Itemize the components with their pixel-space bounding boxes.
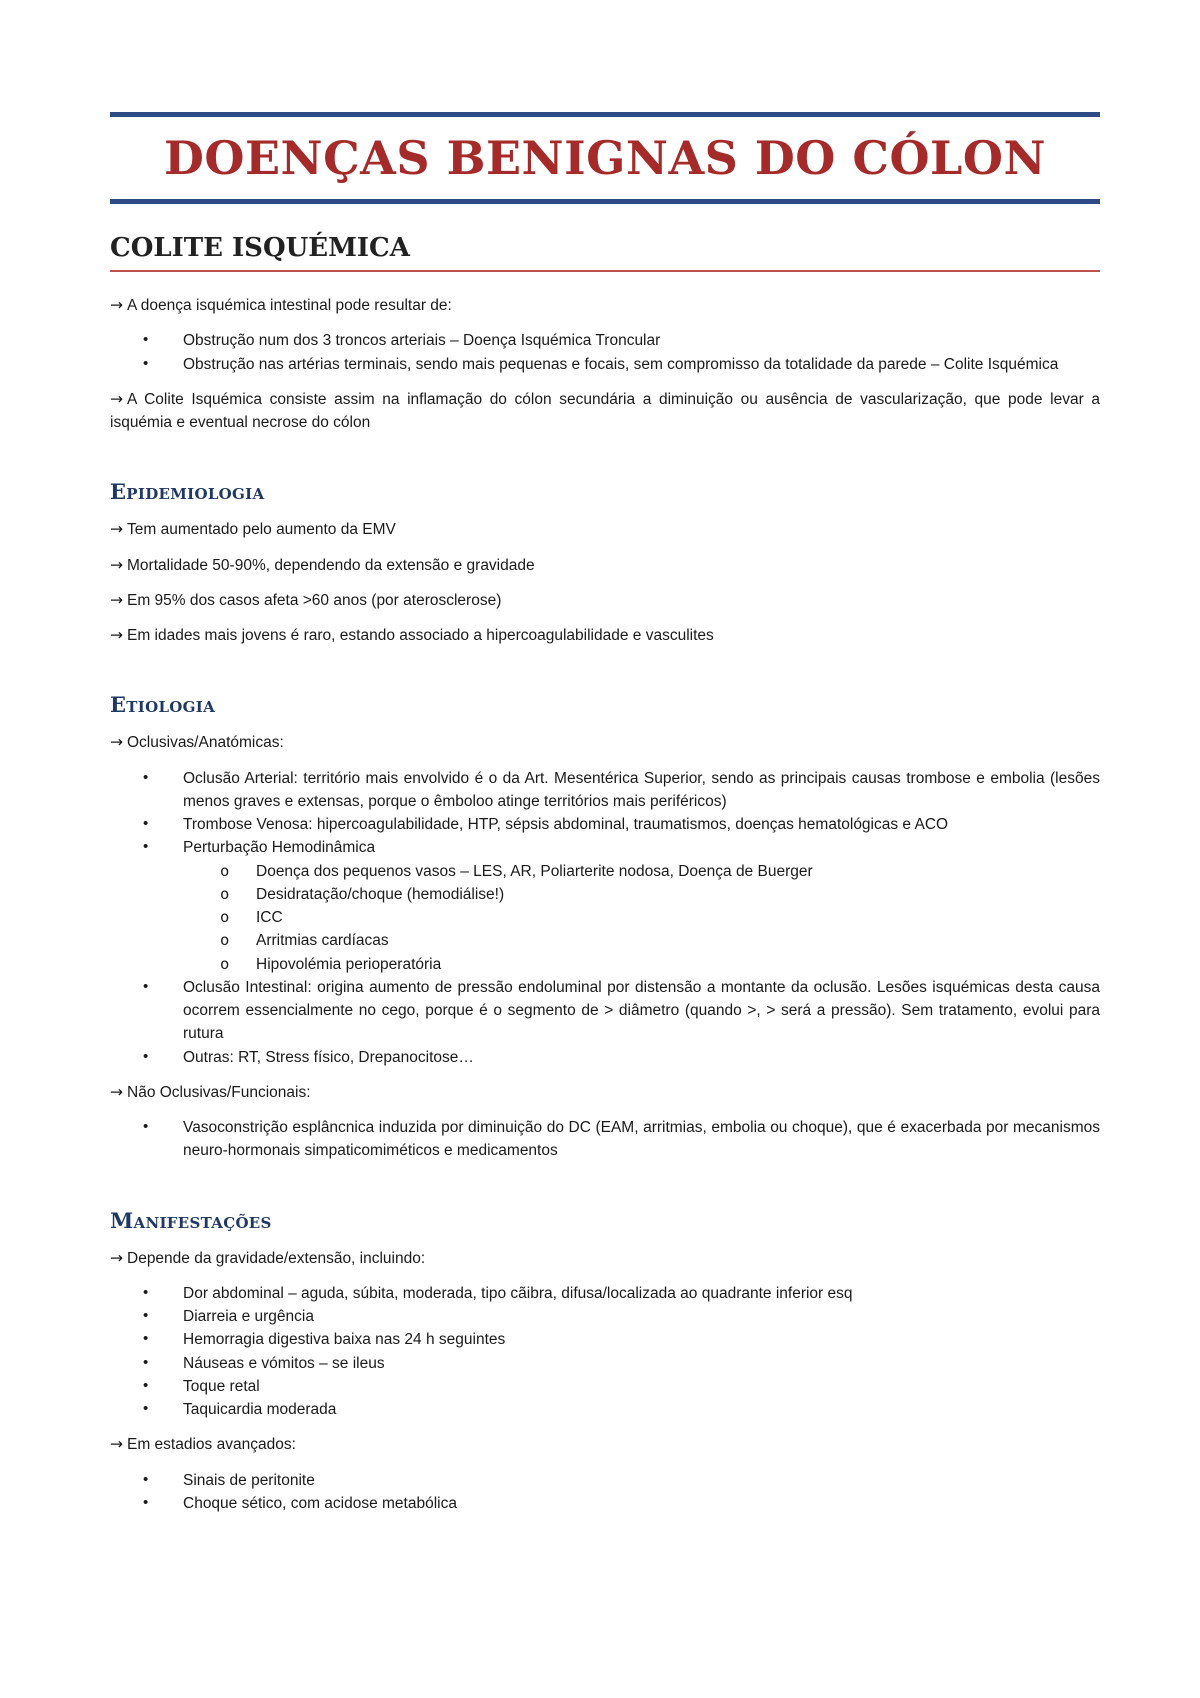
manifestacoes-intro: → Depende da gravidade/extensão, incluindo: [110,1248,426,1267]
list-item: • Choque sético, com acidose metabólica [183,1492,1100,1515]
nao-oclusivas-label: → Não Oclusivas/Funcionais: [110,1082,311,1101]
list-item: o ICC [256,906,1100,929]
list-item: → Tem aumentado pelo aumento da EMV [110,520,396,539]
list-item: • Oclusão Arterial: território mais envolvido é o da Art. Mesentérica Superior, sendo as principais causas trombose e embolia (lesões menos graves e extensas, porque o êmboloo atinge territórios mais periféricos) [183,767,1100,814]
advanced-label: → Em estadios avançados: [110,1435,296,1454]
list-item: o Arritmias cardíacas [256,929,1100,952]
subheading-etiologia: Etiologia [110,692,216,718]
list-item: • Oclusão Intestinal: origina aumento de pressão endoluminal por distensão a montante da oclusão. Lesões isquémicas desta causa ocorrem essencialmente no cego, porque é o segmento de > diâmetro (quando >, > será a pressão). Sem tratamento, evolui para rutura [183,976,1100,1046]
perturbacao-sub-list [183,860,1100,976]
list-item: • Taquicardia moderada [183,1398,1100,1421]
title-bottom-rule [110,199,1100,204]
oclusivas-label: → Oclusivas/Anatómicas: [110,733,284,752]
arrow-right-icon: → [110,520,123,539]
colite-bullet-list [110,329,1100,376]
list-item: o Desidratação/choque (hemodiálise!) [256,883,1100,906]
list-item: • Dor abdominal – aguda, súbita, moderada, tipo cãibra, difusa/localizada ao quadrante inferior esq [183,1282,1100,1305]
oclusivas-list [110,767,1100,1069]
list-item: • Obstrução num dos 3 troncos arteriais – Doença Isquémica Troncular [183,329,1100,352]
arrow-right-icon: → [110,733,123,752]
section-heading-colite: COLITE ISQUÉMICA [110,233,410,263]
section-heading-rule [110,270,1100,272]
list-item: • Outras: RT, Stress físico, Drepanocitose… [183,1046,1100,1069]
list-item: • Obstrução nas artérias terminais, sendo mais pequenas e focais, sem compromisso da totalidade da parede – Colite Isquémica [183,353,1100,376]
list-item: o Doença dos pequenos vasos – LES, AR, Poliarterite nodosa, Doença de Buerger [256,860,1100,883]
list-item: • Náuseas e vómitos – se ileus [183,1352,1100,1375]
list-item: • Trombose Venosa: hipercoagulabilidade, HTP, sépsis abdominal, traumatismos, doenças hematológicas e ACO [183,813,1100,836]
list-item: • Perturbação Hemodinâmica o Doença dos pequenos vasos – LES, AR, Poliarterite nodosa, Doença de Buerger o Desidratação/choque (hemodiálise!) o ICC o Arritmias cardíacas o Hipovolémia perioperatória [183,836,1100,976]
document-title: DOENÇAS BENIGNAS DO CÓLON [164,131,1046,185]
arrow-right-icon: → [110,389,123,408]
arrow-right-icon: → [110,1248,123,1267]
arrow-right-icon: → [110,1082,123,1101]
list-item: • Hemorragia digestiva baixa nas 24 h seguintes [183,1328,1100,1351]
list-item: → Em idades mais jovens é raro, estando associado a hipercoagulabilidade e vasculites [110,626,714,644]
subheading-epidemiologia: Epidemiologia [110,479,265,505]
nao-oclusivas-list [110,1116,1100,1163]
advanced-list [110,1469,1100,1516]
list-item: • Vasoconstrição esplâncnica induzida por diminuição do DC (EAM, arritmias, embolia ou choque), que é exacerbada por mecanismos neuro-hormonais simpaticomiméticos e medicamentos [183,1116,1100,1163]
list-item: • Sinais de peritonite [183,1469,1100,1492]
list-item: → Em 95% dos casos afeta >60 anos (por aterosclerose) [110,590,502,609]
arrow-right-icon: → [110,1435,123,1454]
list-item: • Diarreia e urgência [183,1305,1100,1328]
subheading-manifestacoes: Manifestações [110,1207,272,1233]
title-top-rule [110,112,1100,117]
colite-intro: → A doença isquémica intestinal pode resultar de: [110,296,452,314]
document-page [110,112,1100,1527]
arrow-right-icon: → [110,555,123,574]
arrow-right-icon: → [110,626,123,644]
arrow-right-icon: → [110,590,123,609]
list-item: • Toque retal [183,1375,1100,1398]
arrow-right-icon: → [110,296,123,314]
manifestacoes-list [110,1282,1100,1422]
list-item: o Hipovolémia perioperatória [256,953,1100,976]
colite-definition: → A Colite Isquémica consiste assim na inflamação do cólon secundária a diminuição ou ausência de vascularização, que pode levar a isquémia e eventual necrose do cólon [110,389,1100,431]
list-item: → Mortalidade 50-90%, dependendo da extensão e gravidade [110,555,535,574]
